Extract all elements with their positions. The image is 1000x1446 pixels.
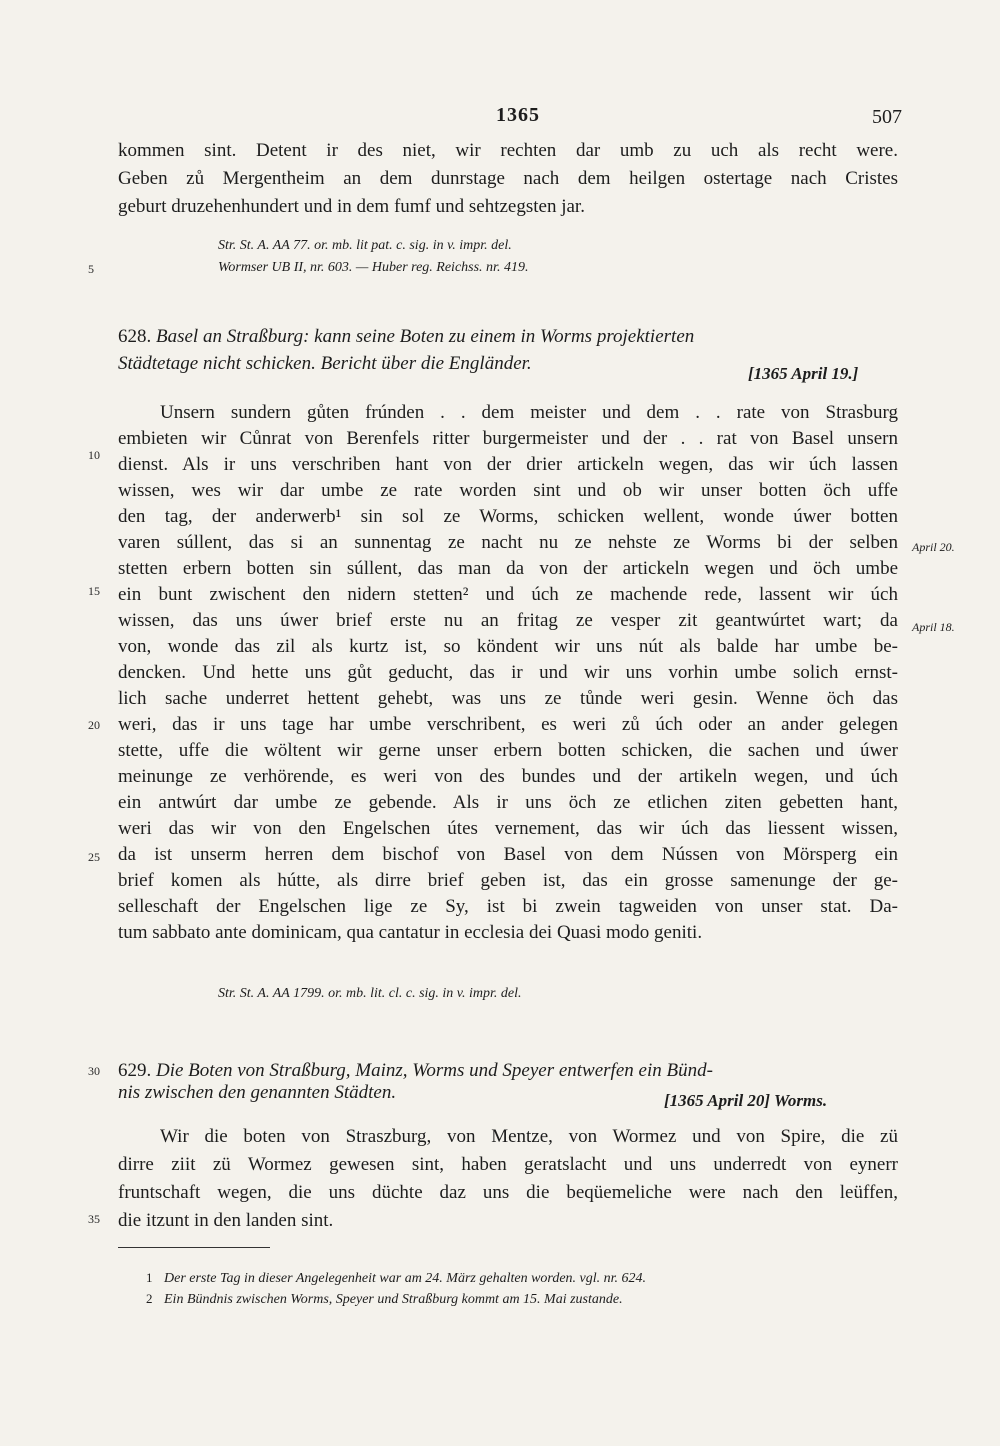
text-line: dirre ziit zü Wormez gewesen sint, haben geratslacht und uns underredt von eynerr — [118, 1154, 898, 1175]
text-line: lich sache underret hettent gehebt, was uns ze tůnde weri gesin. Wenne öch das — [118, 688, 898, 709]
running-head-year: 1365 — [496, 104, 540, 126]
text-line: tum sabbato ante dominicam, qua cantatur in ecclesia dei Quasi modo geniti. — [118, 922, 703, 943]
text-line: Geben zů Mergentheim an dem dunrstage nach dem heilgen ostertage nach Cristes — [118, 168, 898, 189]
text-line: stette, uffe die wöltent wir gerne unser erbern botten schicken, die sachen und úwer — [118, 740, 898, 761]
text-line: den tag, der anderwerb¹ sin sol ze Worms, schicken wellent, wonde úwer botten — [118, 506, 898, 527]
document-date: [1365 April 19.] — [748, 364, 859, 383]
text-line: dencken. Und hette uns gůt geducht, das ir und wir uns vorhin umbe solich ernst- — [118, 662, 898, 683]
footnote-mark: 1 — [146, 1270, 153, 1285]
line-number: 25 — [88, 850, 100, 864]
document-number: 629. — [118, 1060, 152, 1081]
text-line: Unsern sundern gůten frúnden . . dem meister und dem . . rate von Strasburg — [160, 402, 898, 423]
text-line: von, wonde das zil als kurtz ist, so köndent wir uns nút als balde har umbe be- — [118, 636, 898, 657]
line-number: 30 — [88, 1064, 100, 1078]
document-title-continued: Städtetage nicht schicken. Bericht über die Engländer. — [118, 353, 532, 374]
text-line: wissen, das uns úwer brief erste nu an fritag ze vesper zit geantwúrtet wart; da — [118, 610, 898, 631]
footnote-mark: 2 — [146, 1291, 153, 1306]
line-number: 10 — [88, 448, 100, 462]
document-title-continued: nis zwischen den genannten Städten. — [118, 1082, 397, 1103]
footnote-text: Ein Bündnis zwischen Worms, Speyer und Straßburg kommt am 15. Mai zustande. — [164, 1292, 623, 1307]
text-line: wissen, wes wir dar umbe ze rate worden sint und ob wir unser botten öch uffe — [118, 480, 898, 501]
text-line: ein antwúrt dar umbe ze gebende. Als ir uns öch ze etlichen ziten gebetten hant, — [118, 792, 898, 813]
source-note: Str. St. A. AA 77. or. mb. lit pat. c. sig. in v. impr. del. — [218, 238, 512, 253]
text-line: kommen sint. Detent ir des niet, wir rechten dar umb zu uch als recht were. — [118, 140, 898, 161]
text-line: fruntschaft wegen, die uns düchte daz uns die beqüemeliche were nach den leüffen, — [118, 1182, 898, 1203]
document-date: [1365 April 20] Worms. — [664, 1091, 828, 1110]
text-line: embieten wir Cůnrat von Berenfels ritter burgermeister und der . . rat von Basel unsern — [118, 428, 898, 449]
text-line: selleschaft der Engelschen lige ze Sy, ist bi zwein tagweiden von unser stat. Da- — [118, 896, 898, 917]
text-line: da ist unserm herren dem bischof von Basel von dem Nússen von Mörsperg ein — [118, 844, 898, 865]
text-line: Wir die boten von Straszburg, von Mentze, von Wormez und von Spire, die zü — [160, 1126, 898, 1147]
text-line: stetten erbern botten sin súllent, das man da von der artickeln wegen und öch umbe — [118, 558, 898, 579]
document-title: Die Boten von Straßburg, Mainz, Worms und Speyer entwerfen ein Bünd- — [156, 1060, 713, 1081]
text-line: geburt druzehenhundert und in dem fumf und sehtzegsten jar. — [118, 196, 585, 217]
text-line: varen súllent, das si an sunnentag ze nacht nu ze nehste ze Worms bi der selben — [118, 532, 898, 553]
text-line: weri das wir von den Engelschen útes vernement, das wir úch das liessent wissen, — [118, 818, 898, 839]
text-line: die itzunt in den landen sint. — [118, 1210, 334, 1231]
margin-date-note: April 20. — [912, 540, 955, 554]
document-number: 628. — [118, 326, 152, 347]
line-number: 35 — [88, 1212, 100, 1226]
text-line: weri, das ir uns tage har umbe verschribent, es weri zů úch oder an ander gelegen — [118, 714, 898, 735]
text-line: dienst. Als ir uns verschriben hant von der drier artickeln wegen, das wir úch lassen — [118, 454, 898, 475]
page-number: 507 — [872, 106, 902, 128]
document-title: Basel an Straßburg: kann seine Boten zu einem in Worms projektierten — [156, 326, 695, 347]
text-line: meinunge ze verhörende, es weri von des bundes und der artikeln wegen, und úch — [118, 766, 898, 787]
footnote-text: Der erste Tag in dieser Angelegenheit war am 24. März gehalten worden. vgl. nr. 624. — [164, 1271, 647, 1286]
document-heading — [118, 324, 900, 350]
line-number: 20 — [88, 718, 100, 732]
margin-date-note: April 18. — [912, 620, 955, 634]
footnote-rule — [118, 1247, 270, 1248]
text-line: brief komen als hútte, als dirre brief geben ist, das ein grosse samenunge der ge- — [118, 870, 898, 891]
source-note: Str. St. A. AA 1799. or. mb. lit. cl. c. sig. in v. impr. del. — [218, 986, 522, 1001]
source-note: Wormser UB II, nr. 603. — Huber reg. Reichss. nr. 419. — [218, 260, 529, 275]
line-number: 15 — [88, 584, 100, 598]
text-line: ein bunt zwischent den nidern stetten² und úch ze machende rede, lassent wir úch — [118, 584, 898, 605]
line-number: 5 — [88, 262, 94, 276]
